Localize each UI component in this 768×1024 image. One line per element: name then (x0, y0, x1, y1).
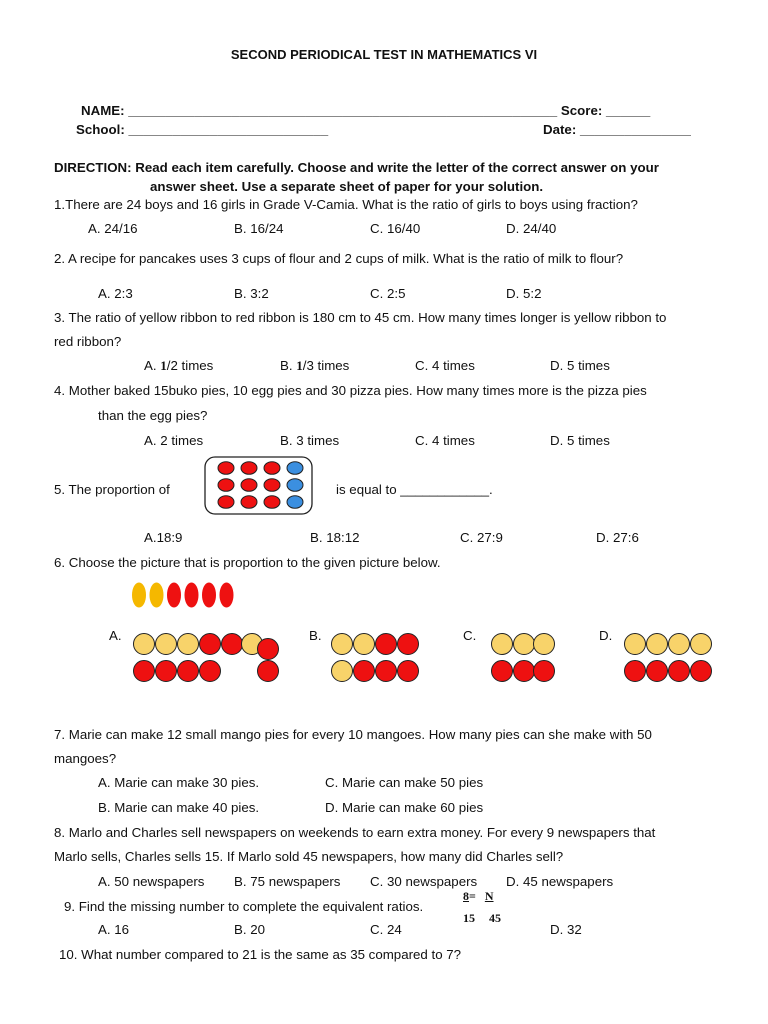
red-oval (218, 496, 234, 509)
yellow-circle (625, 634, 646, 655)
q3-choice-c: C. 4 times (415, 358, 475, 373)
yellow-circle (178, 634, 199, 655)
q3-choice-b: B. 1/3 times (280, 358, 350, 373)
red-circle (534, 661, 555, 682)
q6-option-d-picture (621, 630, 721, 688)
question-9: 9. Find the missing number to complete the equivalent ratios. (64, 899, 424, 914)
q7-choice-a: A. Marie can make 30 pies. (98, 775, 260, 790)
yellow-circle (647, 634, 668, 655)
red-circle (258, 639, 279, 660)
yellow-circle (134, 634, 155, 655)
page-title: SECOND PERIODICAL TEST IN MATHEMATICS VI (230, 47, 538, 62)
q2-choice-a: A. 2:3 (98, 286, 133, 301)
name-score-line: NAME: __________________________________________________________ Score: ______ (81, 103, 651, 118)
q9-ratio-numerators: 8= N (463, 889, 494, 903)
q9-ratio-denominators: 15 45 (463, 911, 501, 925)
q1-choice-a: A. 24/16 (88, 221, 138, 236)
yellow-circle (691, 634, 712, 655)
q5-choice-d: D. 27:6 (596, 530, 639, 545)
q8-choice-b: B. 75 newspapers (234, 874, 341, 889)
yellow-circle (332, 634, 353, 655)
yellow-circle (156, 634, 177, 655)
yellow-circle (534, 634, 555, 655)
question-8-line-1: 8. Marlo and Charles sell newspapers on weekends to earn extra money. For every 9 newspapers that (54, 825, 656, 840)
question-1: 1.There are 24 boys and 16 girls in Grade V-Camia. What is the ratio of girls to boys using fraction? (54, 197, 638, 212)
question-7-line-1: 7. Marie can make 12 small mango pies for every 10 mangoes. How many pies can she make with 50 (54, 727, 652, 742)
red-oval (220, 583, 233, 607)
question-7-line-2: mangoes? (54, 751, 117, 766)
direction-line-1: DIRECTION: Read each item carefully. Choose and write the letter of the correct answer on your (54, 160, 659, 175)
q4-choice-d: D. 5 times (550, 433, 610, 448)
yellow-circle (514, 634, 535, 655)
q1-choice-c: C. 16/40 (370, 221, 421, 236)
red-oval (218, 479, 234, 492)
red-circle (514, 661, 535, 682)
blue-oval (287, 496, 303, 509)
q3-choice-a: A. 1/2 times (144, 358, 214, 373)
q8-choice-d: D. 45 newspapers (506, 874, 614, 889)
q5-figure (204, 456, 314, 516)
yellow-circle (332, 661, 353, 682)
red-circle (376, 661, 397, 682)
q6-option-a-label: A. (109, 628, 122, 643)
school-line: School: ___________________________ (76, 122, 329, 137)
q6-option-c-picture (488, 630, 563, 688)
q9-choice-a: A. 16 (98, 922, 130, 937)
red-circle (625, 661, 646, 682)
question-6: 6. Choose the picture that is proportion to the given picture below. (54, 555, 441, 570)
red-oval (168, 583, 181, 607)
question-3-line-1: 3. The ratio of yellow ribbon to red ribbon is 180 cm to 45 cm. How many times longer is yellow ribbon to (54, 310, 667, 325)
q7-choice-b: B. Marie can make 40 pies. (98, 800, 260, 815)
q2-choice-b: B. 3:2 (234, 286, 269, 301)
direction-line-2: answer sheet. Use a separate sheet of paper for your solution. (150, 179, 544, 194)
red-circle (398, 634, 419, 655)
red-circle (200, 634, 221, 655)
red-oval (264, 479, 280, 492)
q7-choice-c: C. Marie can make 50 pies (325, 775, 484, 790)
red-oval (203, 583, 216, 607)
question-5-suffix: is equal to ____________. (336, 482, 493, 497)
q1-choice-b: B. 16/24 (234, 221, 284, 236)
red-oval (218, 462, 234, 475)
q3-choice-d: D. 5 times (550, 358, 610, 373)
q8-choice-c: C. 30 newspapers (370, 874, 478, 889)
q5-choice-a: A.18:9 (144, 530, 183, 545)
red-circle (178, 661, 199, 682)
q4-choice-b: B. 3 times (280, 433, 340, 448)
q1-choice-d: D. 24/40 (506, 221, 557, 236)
q8-choice-a: A. 50 newspapers (98, 874, 205, 889)
question-4-line-1: 4. Mother baked 15buko pies, 10 egg pies and 30 pizza pies. How many times more is the pizza pies (54, 383, 647, 398)
yellow-circle (492, 634, 513, 655)
q9-choice-c: C. 24 (370, 922, 402, 937)
q6-option-c-label: C. (463, 628, 477, 643)
red-circle (691, 661, 712, 682)
red-circle (398, 661, 419, 682)
q5-choice-b: B. 18:12 (310, 530, 360, 545)
red-circle (156, 661, 177, 682)
yellow-circle (669, 634, 690, 655)
date-line: Date: _______________ (543, 122, 691, 137)
blue-oval (287, 479, 303, 492)
q7-choice-d: D. Marie can make 60 pies (325, 800, 484, 815)
q6-given-picture (130, 580, 245, 610)
question-3-line-2: red ribbon? (54, 334, 122, 349)
question-5-prefix: 5. The proportion of (54, 482, 170, 497)
yellow-oval (150, 583, 163, 607)
q4-choice-a: A. 2 times (144, 433, 204, 448)
red-circle (222, 634, 243, 655)
q4-choice-c: C. 4 times (415, 433, 475, 448)
yellow-circle (354, 634, 375, 655)
red-oval (241, 496, 257, 509)
red-oval (185, 583, 198, 607)
red-oval (264, 462, 280, 475)
q6-option-b-label: B. (309, 628, 322, 643)
red-circle (647, 661, 668, 682)
question-8-line-2: Marlo sells, Charles sells 15. If Marlo sold 45 newspapers, how many did Charles sell? (54, 849, 564, 864)
red-oval (241, 462, 257, 475)
red-circle (134, 661, 155, 682)
q5-choice-c: C. 27:9 (460, 530, 503, 545)
red-oval (241, 479, 257, 492)
q2-choice-c: C. 2:5 (370, 286, 406, 301)
q9-choice-b: B. 20 (234, 922, 266, 937)
red-circle (492, 661, 513, 682)
red-circle (669, 661, 690, 682)
red-circle (258, 661, 279, 682)
yellow-oval (133, 583, 146, 607)
red-oval (264, 496, 280, 509)
q2-choice-d: D. 5:2 (506, 286, 542, 301)
q6-option-a-picture (130, 630, 285, 688)
red-circle (200, 661, 221, 682)
q6-option-d-label: D. (599, 628, 613, 643)
red-circle (354, 661, 375, 682)
question-2: 2. A recipe for pancakes uses 3 cups of flour and 2 cups of milk. What is the ratio of milk to flour? (54, 251, 624, 266)
blue-oval (287, 462, 303, 475)
question-10: 10. What number compared to 21 is the same as 35 compared to 7? (59, 947, 462, 962)
question-4-line-2: than the egg pies? (98, 408, 208, 423)
q6-option-b-picture (328, 630, 428, 688)
red-circle (376, 634, 397, 655)
q9-choice-d: D. 32 (550, 922, 582, 937)
